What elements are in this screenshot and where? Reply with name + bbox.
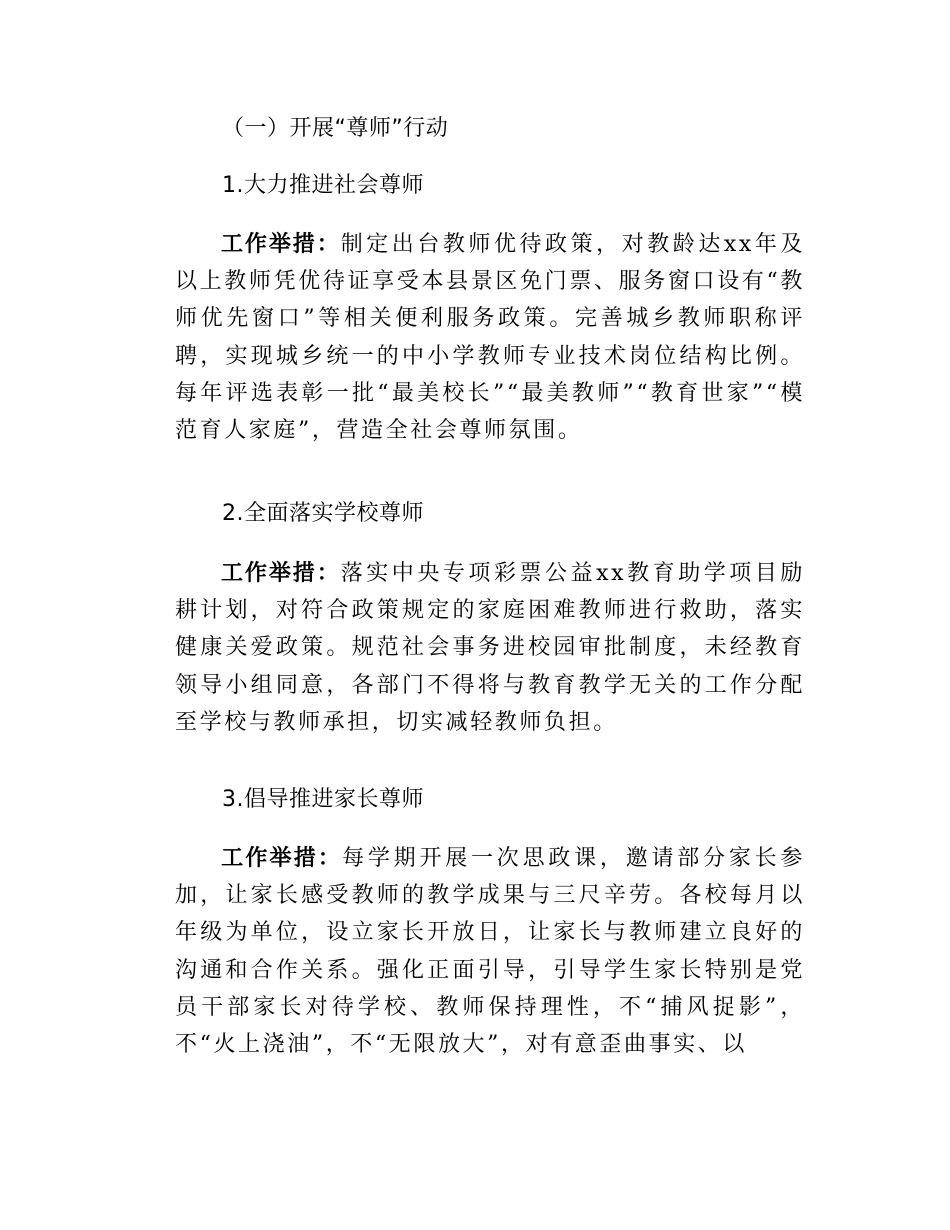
item-3-text: 每学期开展一次思政课，邀请部分家长参加，让家长感受教师的教学成果与三尺辛劳。各校每月以年级为单位，设立家长开放日，让家长与教师建立良好的沟通和合作关系。强化正面引导，引导学生家长特别是党员干部家长对待学校、教师保持理性，不“捕风捉影”，不“火上浇油”，不“无限放大”，对有意歪曲事实、以 xyxy=(175,846,805,1058)
section-title: （一）开展“尊师”行动 xyxy=(222,116,449,141)
item-1-label: 工作举措： xyxy=(220,232,341,257)
item-2-label: 工作举措： xyxy=(220,561,341,586)
item-2-heading: 2.全面落实学校尊师 xyxy=(222,501,424,526)
item-1-paragraph xyxy=(175,226,805,449)
item-3-label: 工作举措： xyxy=(220,846,343,871)
item-3-heading: 3.倡导推进家长尊师 xyxy=(222,787,424,812)
item-2-paragraph xyxy=(175,555,805,741)
item-2-text: 落实中央专项彩票公益xx教育助学项目励耕计划，对符合政策规定的家庭困难教师进行救助，落实健康关爱政策。规范社会事务进校园审批制度，未经教育领导小组同意，各部门不得将与教育教学无关的工作分配至学校与教师承担，切实减轻教师负担。 xyxy=(175,561,805,735)
item-1-text: 制定出台教师优待政策，对教龄达xx年及以上教师凭优待证享受本县景区免门票、服务窗口设有“教师优先窗口”等相关便利服务政策。完善城乡教师职称评聘，实现城乡统一的中小学教师专业技术岗位结构比例。每年评选表彰一批“最美校长”“最美教师”“教育世家”“模范育人家庭”，营造全社会尊师氛围。 xyxy=(175,232,805,444)
item-3-paragraph xyxy=(175,840,805,1063)
item-1-heading: 1.大力推进社会尊师 xyxy=(222,173,424,198)
